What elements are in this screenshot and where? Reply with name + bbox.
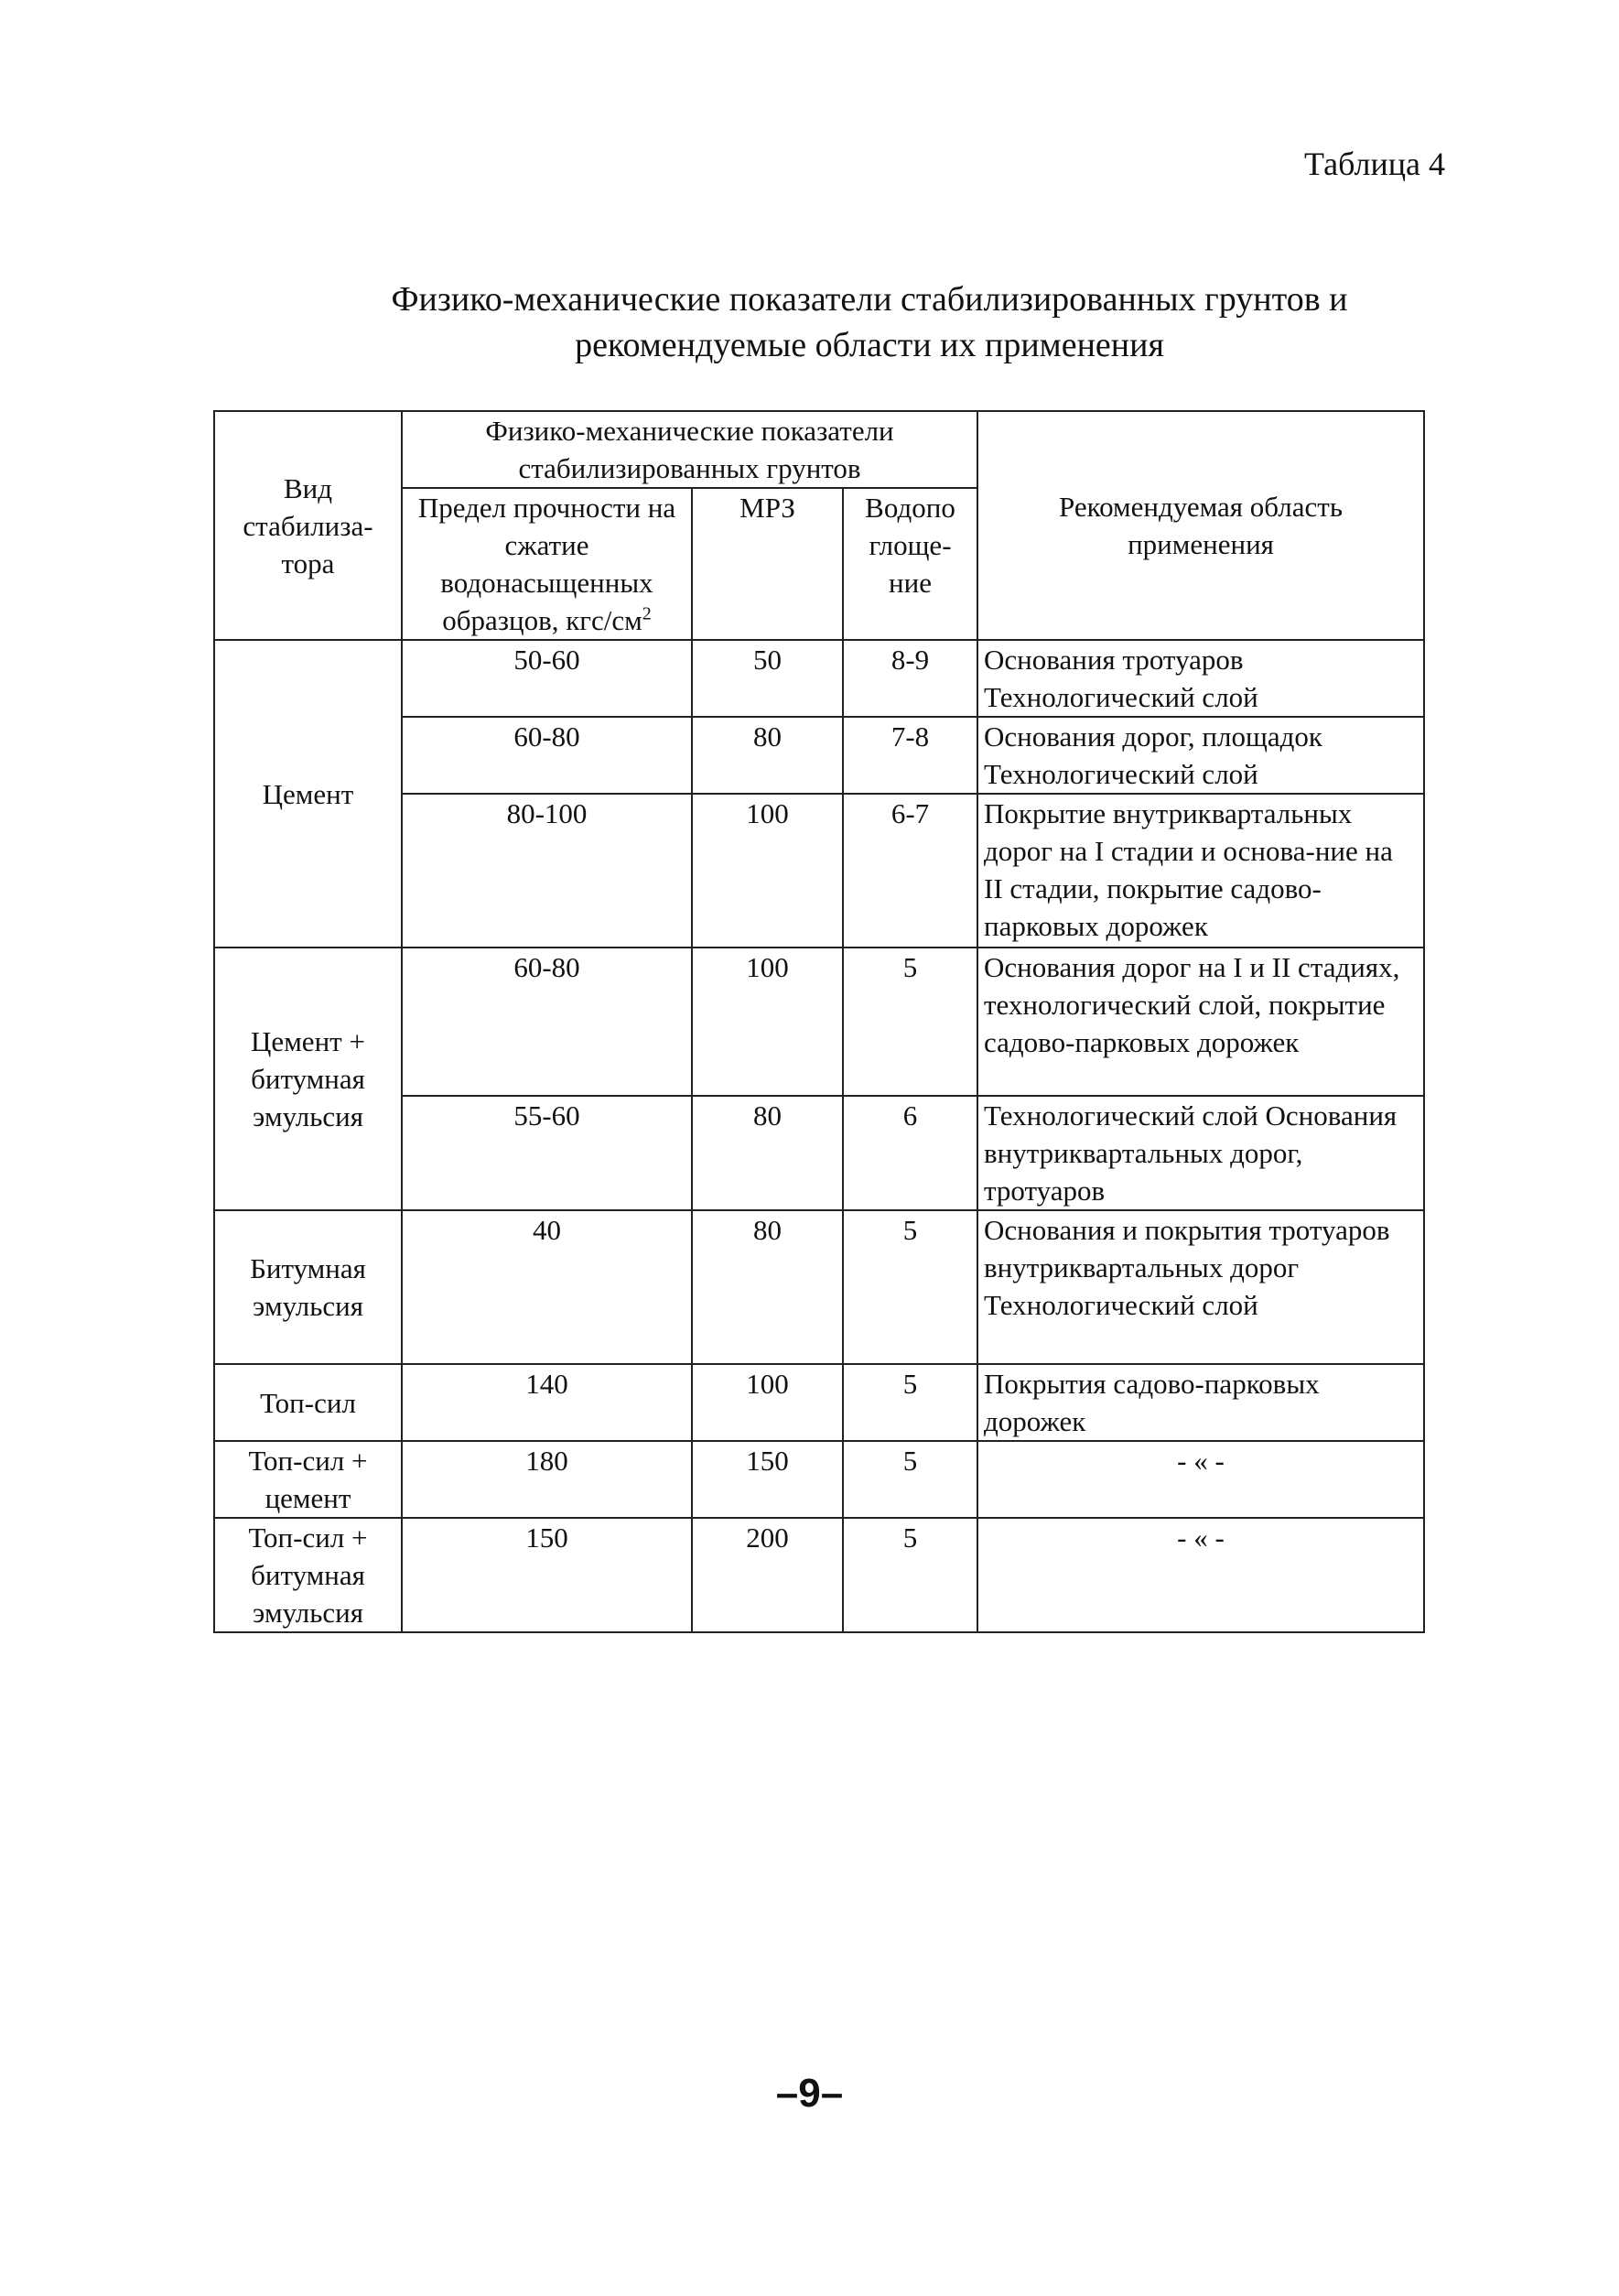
cell-water-absorption: 5 <box>843 1210 977 1364</box>
cell-water-absorption: 5 <box>843 1518 977 1632</box>
table-row <box>214 948 1424 1096</box>
cell-recommended-area: Основания и покрытия тротуаров внутриквартальных дорог Технологический слой <box>977 1210 1424 1364</box>
header-row-1 <box>214 411 1424 488</box>
cell-recommended-area: Основания тротуаров Технологический слой <box>977 640 1424 717</box>
cell-stabilizer-type: Топ-сил <box>214 1364 402 1441</box>
cell-recommended-area: Покрытие внутриквартальных дорог на I стадии и основа-ние на II стадии, покрытие садово-парковых дорожек <box>977 794 1424 948</box>
cell-stabilizer-type: Цемент <box>214 640 402 948</box>
table-row <box>214 1210 1424 1364</box>
cell-strength: 50-60 <box>402 640 692 717</box>
cell-recommended-area: Покрытия садово-парковых дорожек <box>977 1364 1424 1441</box>
cell-mrz: 100 <box>692 948 843 1096</box>
cell-water-absorption: 5 <box>843 1441 977 1518</box>
table-row <box>214 1364 1424 1441</box>
table-row <box>214 640 1424 717</box>
cell-mrz: 80 <box>692 1210 843 1364</box>
cell-mrz: 100 <box>692 794 843 948</box>
cell-recommended-area: Технологический слой Основания внутриквартальных дорог, тротуаров <box>977 1096 1424 1210</box>
cell-water-absorption: 5 <box>843 948 977 1096</box>
cell-stabilizer-type: Топ-сил + битумная эмульсия <box>214 1518 402 1632</box>
stabilized-soils-table <box>213 410 1425 1633</box>
cell-mrz: 150 <box>692 1441 843 1518</box>
header-physical-mechanical-group: Физико-механические показатели стабилизированных грунтов <box>402 411 977 488</box>
cell-strength: 140 <box>402 1364 692 1441</box>
cell-strength: 180 <box>402 1441 692 1518</box>
cell-recommended-area: - « - <box>977 1441 1424 1518</box>
cell-water-absorption: 5 <box>843 1364 977 1441</box>
cell-strength: 60-80 <box>402 948 692 1096</box>
cell-stabilizer-type: Топ-сил + цемент <box>214 1441 402 1518</box>
cell-mrz: 100 <box>692 1364 843 1441</box>
header-recommended-area: Рекомендуемая область применения <box>977 411 1424 640</box>
cell-stabilizer-type: Битумная эмульсия <box>214 1210 402 1364</box>
header-strength-superscript: 2 <box>642 603 652 624</box>
table-row <box>214 1518 1424 1632</box>
table-body <box>214 640 1424 1632</box>
header-stabilizer-type: Вид стабилиза-тора <box>214 411 402 640</box>
cell-strength: 150 <box>402 1518 692 1632</box>
title-line-2: рекомендуемые области их применения <box>575 326 1164 364</box>
cell-mrz: 80 <box>692 717 843 794</box>
cell-recommended-area: Основания дорог на I и II стадиях, технологический слой, покрытие садово-парковых дорожек <box>977 948 1424 1096</box>
cell-strength: 40 <box>402 1210 692 1364</box>
cell-water-absorption: 6-7 <box>843 794 977 948</box>
page-number: –9– <box>775 2071 844 2116</box>
cell-mrz: 80 <box>692 1096 843 1210</box>
cell-water-absorption: 7-8 <box>843 717 977 794</box>
cell-water-absorption: 8-9 <box>843 640 977 717</box>
header-mrz: МРЗ <box>692 488 843 640</box>
cell-mrz: 200 <box>692 1518 843 1632</box>
table-row <box>214 1441 1424 1518</box>
table-label: Таблица 4 <box>1304 146 1445 182</box>
cell-water-absorption: 6 <box>843 1096 977 1210</box>
cell-recommended-area: - « - <box>977 1518 1424 1632</box>
cell-strength: 55-60 <box>402 1096 692 1210</box>
cell-strength: 60-80 <box>402 717 692 794</box>
cell-strength: 80-100 <box>402 794 692 948</box>
cell-stabilizer-type: Цемент + битумная эмульсия <box>214 948 402 1210</box>
title-line-1: Физико-механические показатели стабилизированных грунтов и <box>391 280 1348 319</box>
document-title <box>229 276 1510 368</box>
header-water-absorption: Водопо глоще-ние <box>843 488 977 640</box>
cell-recommended-area: Основания дорог, площадок Технологический слой <box>977 717 1424 794</box>
cell-mrz: 50 <box>692 640 843 717</box>
header-compressive-strength: Предел прочности на сжатие водонасыщенных образцов, кгс/$см^2$ <box>402 488 692 640</box>
